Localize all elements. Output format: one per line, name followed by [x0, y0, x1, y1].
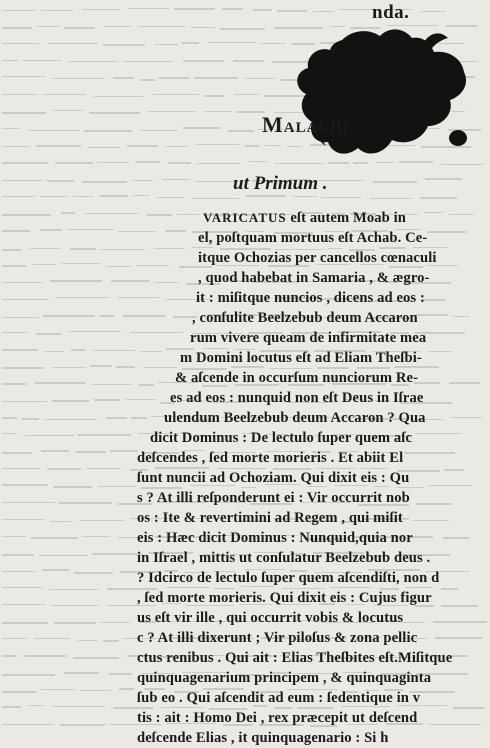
bleed-through-stroke [37, 26, 60, 27]
bleed-through-stroke [33, 264, 56, 265]
bleed-through-stroke [100, 315, 115, 317]
bleed-through-stroke [34, 638, 70, 639]
bleed-through-stroke [130, 332, 183, 333]
bleed-through-stroke [2, 452, 32, 454]
bleed-through-stroke [2, 706, 21, 708]
bleed-through-stroke [53, 110, 82, 111]
bleed-through-stroke [30, 248, 61, 249]
bleed-through-stroke [36, 145, 81, 147]
bleed-through-stroke [94, 96, 143, 97]
bleed-through-stroke [433, 621, 487, 623]
bleed-through-stroke [245, 145, 259, 147]
bleed-through-stroke [111, 280, 149, 282]
bleed-through-stroke [123, 61, 173, 62]
bleed-through-stroke [78, 434, 131, 436]
text-line: tis : ait : Homo Dei , rex præcepit ut deſcend [137, 710, 418, 726]
bleed-through-stroke [2, 674, 55, 676]
bleed-through-stroke [245, 78, 275, 79]
text-line: , quod habebat in Samaria , & ægro- [198, 270, 430, 286]
bleed-through-stroke [2, 571, 36, 572]
bleed-through-stroke [84, 130, 132, 132]
bleed-through-stroke [2, 691, 36, 693]
bleed-through-stroke [39, 555, 88, 556]
bleed-through-stroke [428, 485, 471, 486]
text-line: dicit Dominus : De lectulo ſuper quem aſc [150, 430, 413, 446]
bleed-through-stroke [90, 365, 111, 367]
bleed-through-stroke [416, 314, 449, 316]
bleed-through-stroke [182, 42, 199, 44]
text-line: , conſulite Beelzebub deum Accaron [192, 310, 418, 326]
bleed-through-stroke [118, 297, 158, 298]
bleed-through-stroke [165, 230, 186, 232]
bleed-through-stroke [195, 144, 239, 145]
bleed-through-stroke [2, 604, 45, 605]
bleed-through-stroke [41, 450, 70, 452]
bleed-through-stroke [2, 112, 46, 114]
bleed-through-stroke [78, 640, 97, 641]
bleed-through-stroke [25, 435, 73, 436]
bleed-through-stroke [141, 351, 162, 352]
verse-start-word: VARICATUS [203, 210, 287, 225]
bleed-through-stroke [168, 162, 192, 164]
bleed-through-stroke [228, 130, 254, 132]
bleed-through-stroke [441, 605, 478, 607]
text-line: ſunt nuncii ad Ochoziam. Qui dixit eis : Qu [137, 470, 410, 486]
bleed-through-stroke [2, 265, 26, 267]
bleed-through-stroke [194, 77, 238, 79]
bleed-through-stroke [106, 417, 127, 419]
bleed-through-stroke [52, 706, 105, 707]
bleed-through-stroke [61, 212, 75, 214]
bleed-through-stroke [404, 452, 455, 454]
bleed-through-stroke [67, 229, 114, 230]
text-line: rum vivere queam de infirmitate mea [190, 330, 427, 346]
bleed-through-stroke [2, 417, 17, 419]
bleed-through-stroke [23, 60, 61, 61]
bleed-through-stroke [443, 537, 469, 539]
bleed-through-stroke [42, 569, 69, 571]
bleed-through-stroke [339, 9, 375, 10]
bleed-through-stroke [74, 572, 113, 574]
bleed-through-stroke [49, 589, 97, 590]
bleed-through-stroke [109, 673, 132, 675]
bleed-through-stroke [52, 78, 106, 79]
bleed-through-stroke [429, 724, 481, 725]
bleed-through-stroke [174, 8, 215, 10]
bleed-through-stroke [2, 484, 48, 486]
bleed-through-stroke [128, 8, 168, 9]
bleed-through-stroke [73, 657, 119, 659]
bleed-through-stroke [28, 705, 45, 706]
bleed-through-stroke [2, 10, 36, 11]
bleed-through-stroke [82, 9, 120, 10]
bleed-through-stroke [68, 331, 120, 332]
bleed-through-stroke [50, 280, 102, 282]
bleed-through-stroke [2, 468, 40, 469]
bleed-through-stroke [233, 60, 264, 62]
text-line: it : miſitque nuncios , dicens ad eos : [196, 290, 425, 306]
bleed-through-stroke [103, 640, 119, 642]
text-line: c ? At illi dixerunt ; Vir piloſus & zona pellic [137, 630, 418, 646]
bleed-through-stroke [2, 349, 38, 351]
bleed-through-stroke [154, 282, 178, 283]
bleed-through-stroke [80, 690, 112, 691]
bleed-through-stroke [208, 42, 256, 43]
bleed-through-stroke [2, 502, 55, 503]
text-line: os : Ite & revertimini ad Regem , qui miſit [137, 510, 403, 526]
bleed-through-stroke [40, 229, 63, 231]
bleed-through-stroke [421, 11, 445, 12]
bleed-through-stroke [449, 382, 480, 384]
bleed-through-stroke [48, 43, 98, 44]
bleed-through-stroke [92, 553, 141, 555]
bleed-through-stroke [313, 11, 334, 12]
text-line: deſcendes , ſed morte morieris . Et abiit El [137, 450, 404, 466]
bleed-through-stroke [2, 655, 17, 657]
bleed-through-stroke [416, 503, 451, 505]
bleed-through-stroke [41, 10, 73, 11]
text-line: ſub eo . Qui aſcendit ad eum : ſedentique in v [137, 690, 421, 706]
bleed-through-stroke [2, 638, 27, 639]
bleed-through-stroke [2, 180, 43, 181]
bleed-through-stroke [2, 27, 32, 29]
bleed-through-stroke [143, 367, 177, 368]
bleed-through-stroke [427, 231, 467, 233]
bleed-through-stroke [103, 44, 145, 46]
text-line: itque Ochozias per cancellos cœnaculi [198, 250, 437, 266]
bleed-through-stroke [420, 197, 457, 199]
bleed-through-stroke [100, 622, 130, 623]
bleed-through-stroke [126, 399, 156, 400]
bleed-through-stroke [159, 77, 189, 79]
bleed-through-stroke [47, 468, 82, 470]
bleed-through-stroke [246, 195, 285, 197]
bleed-through-stroke [106, 266, 131, 267]
chapter-subtitle: ut Primum . [233, 173, 328, 194]
text-line: m Domini locutus eſt ad Eliam Theſbi- [180, 350, 422, 366]
bleed-through-stroke [155, 44, 178, 45]
text-line: , ſed morte morieris. Qui dixit eis : Cujus figur [137, 590, 432, 606]
text-line: eis : Hæc dicit Dominus : Nunquid,quia nor [137, 530, 413, 546]
bleed-through-stroke [25, 655, 67, 657]
bleed-through-stroke [91, 384, 130, 385]
bleed-through-stroke [138, 26, 186, 27]
bleed-through-stroke [222, 8, 243, 10]
bleed-through-stroke [2, 383, 26, 385]
bleed-through-stroke [85, 213, 138, 214]
bleed-through-stroke [435, 637, 482, 639]
bleed-through-stroke [425, 178, 463, 180]
bleed-through-stroke [76, 451, 106, 453]
text-line: VARICATUS eſt autem Moab in [203, 210, 407, 226]
bleed-through-stroke [205, 111, 233, 112]
bleed-through-stroke [402, 622, 425, 623]
bleed-through-stroke [2, 554, 34, 556]
bleed-through-stroke [51, 605, 98, 606]
bleed-through-stroke [2, 299, 48, 300]
bleed-through-stroke [237, 111, 265, 113]
bleed-through-stroke [136, 161, 160, 163]
bleed-through-stroke [127, 145, 158, 147]
bleed-through-stroke [166, 146, 188, 147]
bleed-through-stroke [104, 26, 131, 27]
bleed-through-stroke [2, 332, 28, 333]
bleed-through-stroke [453, 316, 470, 317]
ink-blot [272, 22, 472, 172]
bleed-through-stroke [113, 77, 134, 79]
bleed-through-stroke [53, 486, 92, 488]
bleed-through-stroke [2, 162, 48, 164]
bleed-through-stroke [253, 9, 272, 11]
bleed-through-stroke [2, 401, 47, 402]
bleed-through-stroke [64, 27, 94, 29]
text-line: quinquagenarium principem , & quinquaginta [137, 670, 432, 686]
bleed-through-stroke [162, 179, 190, 180]
text-line: us eſt vir ille , qui occurrit vobis & locutus [137, 610, 404, 626]
bleed-through-stroke [453, 707, 485, 709]
bleed-through-stroke [413, 520, 449, 521]
bleed-through-stroke [87, 468, 121, 469]
bleed-through-stroke [2, 76, 45, 77]
bleed-through-stroke [140, 79, 155, 81]
bleed-through-stroke [2, 519, 45, 520]
bleed-through-stroke [197, 163, 240, 164]
running-header: nda. [372, 2, 410, 23]
bleed-through-stroke [54, 622, 96, 624]
bleed-through-stroke [154, 248, 185, 249]
bleed-through-stroke [55, 162, 93, 164]
text-line: ? Idcirco de lectulo ſuper quem aſcendiſti, non d [137, 570, 440, 586]
bleed-through-stroke [62, 263, 101, 264]
bleed-through-stroke [2, 724, 54, 725]
bleed-through-stroke [132, 180, 153, 181]
bleed-through-stroke [22, 418, 39, 420]
bleed-through-stroke [147, 111, 196, 112]
bleed-through-stroke [2, 43, 39, 44]
bleed-through-stroke [31, 537, 78, 539]
bleed-through-stroke [449, 214, 474, 215]
bleed-through-stroke [71, 349, 85, 351]
bleed-through-stroke [35, 382, 86, 384]
bleed-through-stroke [94, 399, 119, 401]
text-line: ulendum Beelzebub deum Accaron ? Qua [164, 410, 426, 426]
bleed-through-stroke [73, 196, 93, 197]
bleed-through-stroke [183, 60, 224, 62]
bleed-through-stroke [373, 181, 417, 183]
bleed-through-stroke [70, 248, 96, 250]
bleed-through-stroke [123, 315, 165, 317]
bleed-through-stroke [441, 588, 458, 590]
bleed-through-stroke [64, 672, 100, 674]
bleed-through-stroke [68, 61, 118, 62]
text-line: & aſcende in occurſum nunciorum Re- [175, 370, 419, 386]
bleed-through-stroke [55, 297, 109, 298]
bleed-through-stroke [50, 521, 71, 522]
bleed-through-stroke [110, 450, 138, 452]
text-line: s ? At illi reſponderunt ei : Vir occurrit nob [137, 490, 410, 506]
bleed-through-stroke [451, 417, 482, 418]
bleed-through-stroke [118, 231, 155, 232]
bleed-through-stroke [153, 94, 199, 95]
bleed-through-stroke [2, 60, 19, 61]
bleed-through-stroke [2, 536, 26, 537]
bleed-through-stroke [157, 197, 184, 198]
bleed-through-stroke [220, 28, 265, 30]
bleed-through-stroke [2, 128, 20, 129]
bleed-through-stroke [192, 198, 240, 199]
bleed-through-stroke [2, 230, 30, 232]
bleed-through-stroke [2, 94, 37, 95]
bleed-through-stroke [177, 214, 199, 215]
bleed-through-stroke [45, 351, 64, 352]
bleed-through-stroke [89, 112, 140, 114]
bleed-through-stroke [82, 536, 110, 537]
bleed-through-stroke [2, 367, 44, 369]
bleed-through-stroke [97, 162, 129, 163]
bleed-through-stroke [370, 198, 413, 199]
bleed-through-stroke [79, 520, 125, 521]
bleed-through-stroke [249, 161, 267, 162]
bleed-through-stroke [2, 196, 35, 197]
bleed-through-stroke [98, 486, 136, 487]
bleed-through-stroke [444, 469, 464, 471]
bleed-through-stroke [43, 94, 86, 95]
bleed-through-stroke [2, 587, 42, 588]
text-line: es ad eos : nunquid non eſt Deus in Iſrae [170, 390, 424, 406]
bleed-through-stroke [41, 689, 75, 690]
bleed-through-stroke [234, 94, 259, 95]
bleed-through-stroke [40, 196, 68, 197]
bleed-through-stroke [183, 127, 222, 129]
bleed-through-stroke [59, 502, 111, 504]
bleed-through-stroke [204, 95, 223, 97]
bleed-through-stroke [53, 367, 86, 368]
bleed-through-stroke [47, 180, 74, 182]
bleed-through-stroke [2, 622, 48, 624]
bleed-through-stroke [2, 433, 17, 434]
text-line: ctus renibus . Qui ait : Elias Theſbites eſt.Miſitque [137, 650, 453, 666]
bleed-through-stroke [277, 10, 308, 12]
bleed-through-stroke [293, 196, 317, 197]
bleed-through-stroke [116, 366, 134, 368]
bleed-through-stroke [100, 195, 128, 197]
bleed-through-stroke [28, 130, 80, 131]
bleed-through-stroke [100, 249, 145, 250]
bleed-through-stroke [140, 130, 177, 131]
bleed-through-stroke [2, 282, 42, 283]
bleed-through-stroke [43, 315, 94, 317]
bleed-through-stroke [93, 350, 135, 351]
bleed-through-stroke [147, 214, 172, 216]
bleed-through-stroke [2, 249, 21, 251]
bleed-through-stroke [119, 688, 135, 690]
bleed-through-stroke [131, 417, 146, 419]
bleed-through-stroke [2, 146, 30, 147]
bleed-through-stroke [52, 400, 89, 402]
text-line: deſcende Elias , it quinquagenario : Si h [137, 730, 389, 746]
bleed-through-stroke [2, 214, 51, 216]
chapter-title: Malachi [262, 112, 350, 137]
bleed-through-stroke [88, 147, 120, 148]
bleed-through-stroke [429, 351, 452, 352]
bleed-through-stroke [321, 197, 360, 198]
bleed-through-stroke [2, 317, 39, 318]
bleed-through-stroke [136, 265, 169, 266]
bleed-through-stroke [44, 419, 97, 420]
text-line: el, poſtquam mortuus eſt Achab. Ce- [198, 230, 428, 246]
text-line: in Iſrael , mittis ut conſulatur Beelzebub deus . [137, 550, 431, 566]
bleed-through-stroke [60, 724, 105, 726]
bleed-through-stroke [139, 384, 154, 386]
bleed-through-stroke [133, 195, 150, 196]
bleed-through-stroke [82, 181, 127, 183]
bleed-through-stroke [191, 27, 214, 28]
bleed-through-stroke [415, 433, 461, 434]
bleed-through-stroke [36, 333, 61, 335]
bleed-through-stroke [424, 212, 443, 213]
